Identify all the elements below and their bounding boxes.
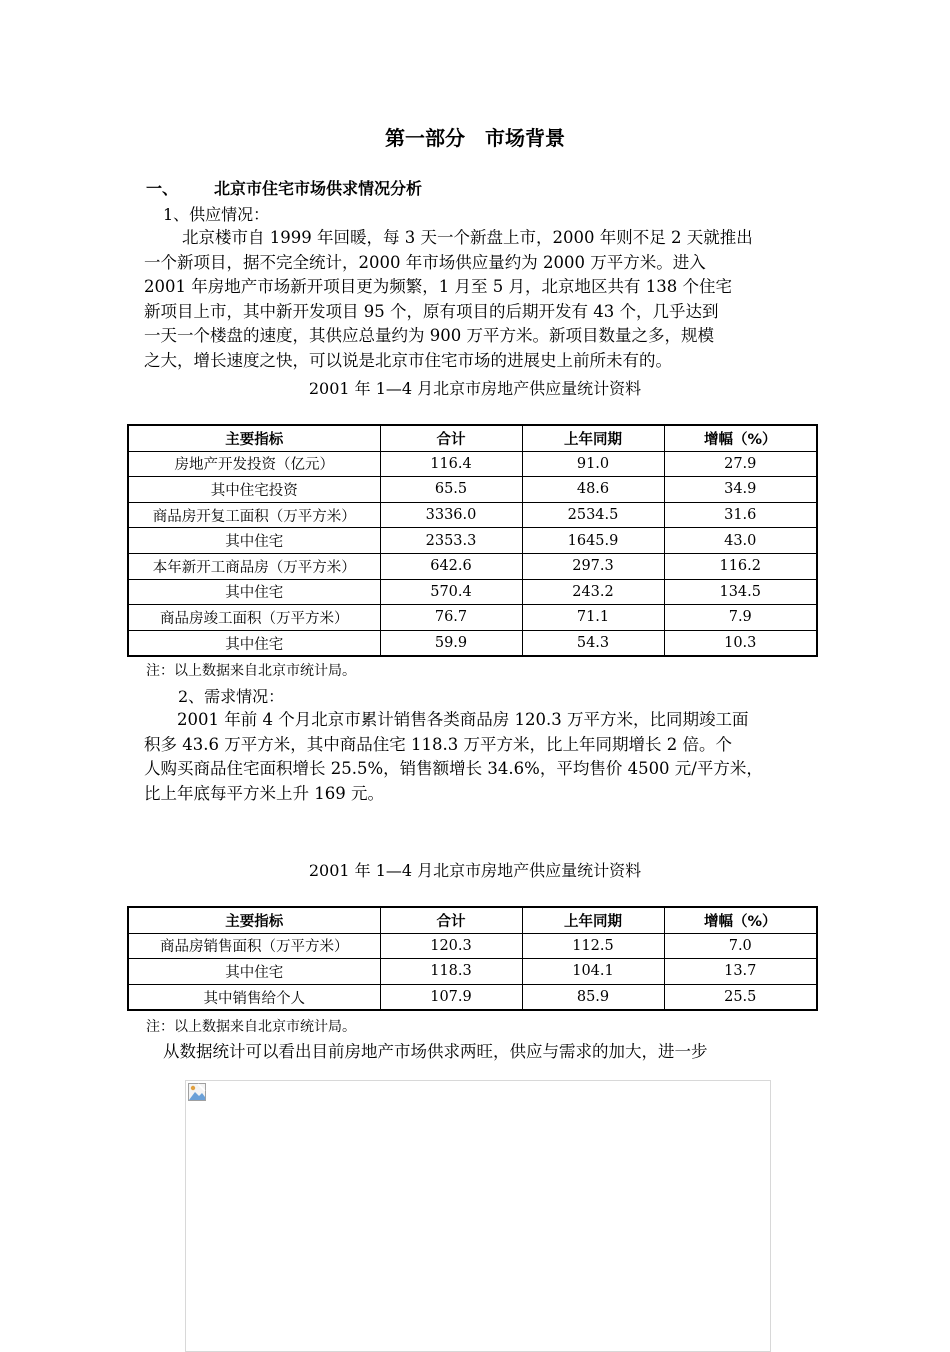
demand-heading: 2、需求情况： (178, 687, 285, 706)
table-cell: 59.9 (380, 630, 522, 656)
page-title: 第一部分 市场背景 (385, 126, 565, 150)
table-header-row (128, 907, 817, 933)
broken-image-icon (188, 1083, 206, 1101)
closing-line: 从数据统计可以看出目前房地产市场供求两旺，供应与需求的加大，进一步 (163, 1042, 708, 1061)
demand-paragraph (144, 708, 816, 806)
column-header: 合计 (380, 425, 522, 451)
table-row (128, 553, 817, 579)
table-cell: 112.5 (522, 933, 664, 959)
table-row (128, 477, 817, 503)
demand-line: 2001 年前 4 个月北京市累计销售各类商品房 120.3 万平方米，比同期竣工面 (177, 710, 749, 729)
column-header: 增幅（%） (664, 425, 817, 451)
table-cell: 商品房竣工面积（万平方米） (128, 605, 380, 631)
supply-paragraph (144, 226, 816, 373)
table-row (128, 933, 817, 959)
table-cell: 商品房销售面积（万平方米） (128, 933, 380, 959)
table-cell: 其中住宅 (128, 528, 380, 554)
table-cell: 76.7 (380, 605, 522, 631)
table-row (128, 630, 817, 656)
table-cell: 104.1 (522, 959, 664, 985)
table-cell: 25.5 (664, 984, 817, 1010)
table-row (128, 605, 817, 631)
table-cell: 65.5 (380, 477, 522, 503)
table-cell: 85.9 (522, 984, 664, 1010)
table-cell: 其中住宅 (128, 959, 380, 985)
table-cell: 297.3 (522, 553, 664, 579)
column-header: 主要指标 (128, 425, 380, 451)
table-cell: 本年新开工商品房（万平方米） (128, 553, 380, 579)
table-cell: 642.6 (380, 553, 522, 579)
table-row (128, 451, 817, 477)
column-header: 增幅（%） (664, 907, 817, 933)
column-header: 上年同期 (522, 907, 664, 933)
table-cell: 商品房开复工面积（万平方米） (128, 502, 380, 528)
table-cell: 34.9 (664, 477, 817, 503)
table-cell: 134.5 (664, 579, 817, 605)
demand-line: 比上年底每平方米上升 169 元。 (144, 783, 384, 803)
table-row (128, 502, 817, 528)
table-cell: 其中住宅 (128, 579, 380, 605)
table-cell: 116.2 (664, 553, 817, 579)
demand-table-caption: 2001 年 1—4 月北京市房地产供应量统计资料 (308, 861, 642, 880)
table-cell: 其中住宅 (128, 630, 380, 656)
supply-line: 2001 年房地产市场新开项目更为频繁，1 月至 5 月，北京地区共有 138 个住宅 (144, 277, 732, 296)
supply-table-caption: 2001 年 1—4 月北京市房地产供应量统计资料 (308, 379, 642, 398)
table-cell: 3336.0 (380, 502, 522, 528)
table-cell: 房地产开发投资（亿元） (128, 451, 380, 477)
column-header: 主要指标 (128, 907, 380, 933)
table-cell: 116.4 (380, 451, 522, 477)
table-cell: 27.9 (664, 451, 817, 477)
table-cell: 71.1 (522, 605, 664, 631)
table-cell: 10.3 (664, 630, 817, 656)
table-cell: 570.4 (380, 579, 522, 605)
table-cell: 7.0 (664, 933, 817, 959)
table-cell: 48.6 (522, 477, 664, 503)
demand-line: 人购买商品住宅面积增长 25.5%，销售额增长 34.6%，平均售价 4500 元/平方米， (144, 759, 763, 778)
demand-table (127, 906, 818, 1011)
table-cell: 2353.3 (380, 528, 522, 554)
table-row (128, 528, 817, 554)
supply-line: 北京楼市自 1999 年回暖，每 3 天一个新盘上市，2000 年则不足 2 天就推出 (182, 228, 753, 247)
table-cell: 31.6 (664, 502, 817, 528)
table-cell: 107.9 (380, 984, 522, 1010)
supply-line: 新项目上市，其中新开发项目 95 个，原有项目的后期开发有 43 个，几乎达到 (144, 301, 719, 321)
section-number: 一、 (146, 179, 179, 198)
image-placeholder (185, 1080, 771, 1352)
table-cell: 54.3 (522, 630, 664, 656)
supply-table (127, 424, 818, 657)
table-row (128, 579, 817, 605)
supply-line: 之大，增长速度之快，可以说是北京市住宅市场的进展史上前所未有的。 (144, 350, 672, 370)
table-cell: 43.0 (664, 528, 817, 554)
table-cell: 1645.9 (522, 528, 664, 554)
supply-line: 一天一个楼盘的速度，其供应总量约为 900 万平方米。新项目数量之多，规模 (144, 326, 714, 345)
table-cell: 243.2 (522, 579, 664, 605)
section-title: 北京市住宅市场供求情况分析 (214, 179, 423, 198)
column-header: 合计 (380, 907, 522, 933)
demand-table-note: 注：以上数据来自北京市统计局。 (146, 1019, 356, 1035)
table-cell: 7.9 (664, 605, 817, 631)
table-cell: 91.0 (522, 451, 664, 477)
table-row (128, 984, 817, 1010)
table-row (128, 959, 817, 985)
section-heading (146, 176, 422, 199)
demand-line: 积多 43.6 万平方米，其中商品住宅 118.3 万平方米，比上年同期增长 2 倍。个 (144, 734, 732, 754)
table-cell: 13.7 (664, 959, 817, 985)
supply-line: 一个新项目，据不完全统计，2000 年市场供应量约为 2000 万平方米。进入 (144, 252, 706, 272)
table-header-row (128, 425, 817, 451)
table-cell: 其中住宅投资 (128, 477, 380, 503)
table-cell: 118.3 (380, 959, 522, 985)
table-cell: 120.3 (380, 933, 522, 959)
column-header: 上年同期 (522, 425, 664, 451)
supply-table-note: 注：以上数据来自北京市统计局。 (146, 663, 356, 679)
supply-heading: 1、供应情况： (163, 205, 270, 224)
table-cell: 其中销售给个人 (128, 984, 380, 1010)
table-cell: 2534.5 (522, 502, 664, 528)
